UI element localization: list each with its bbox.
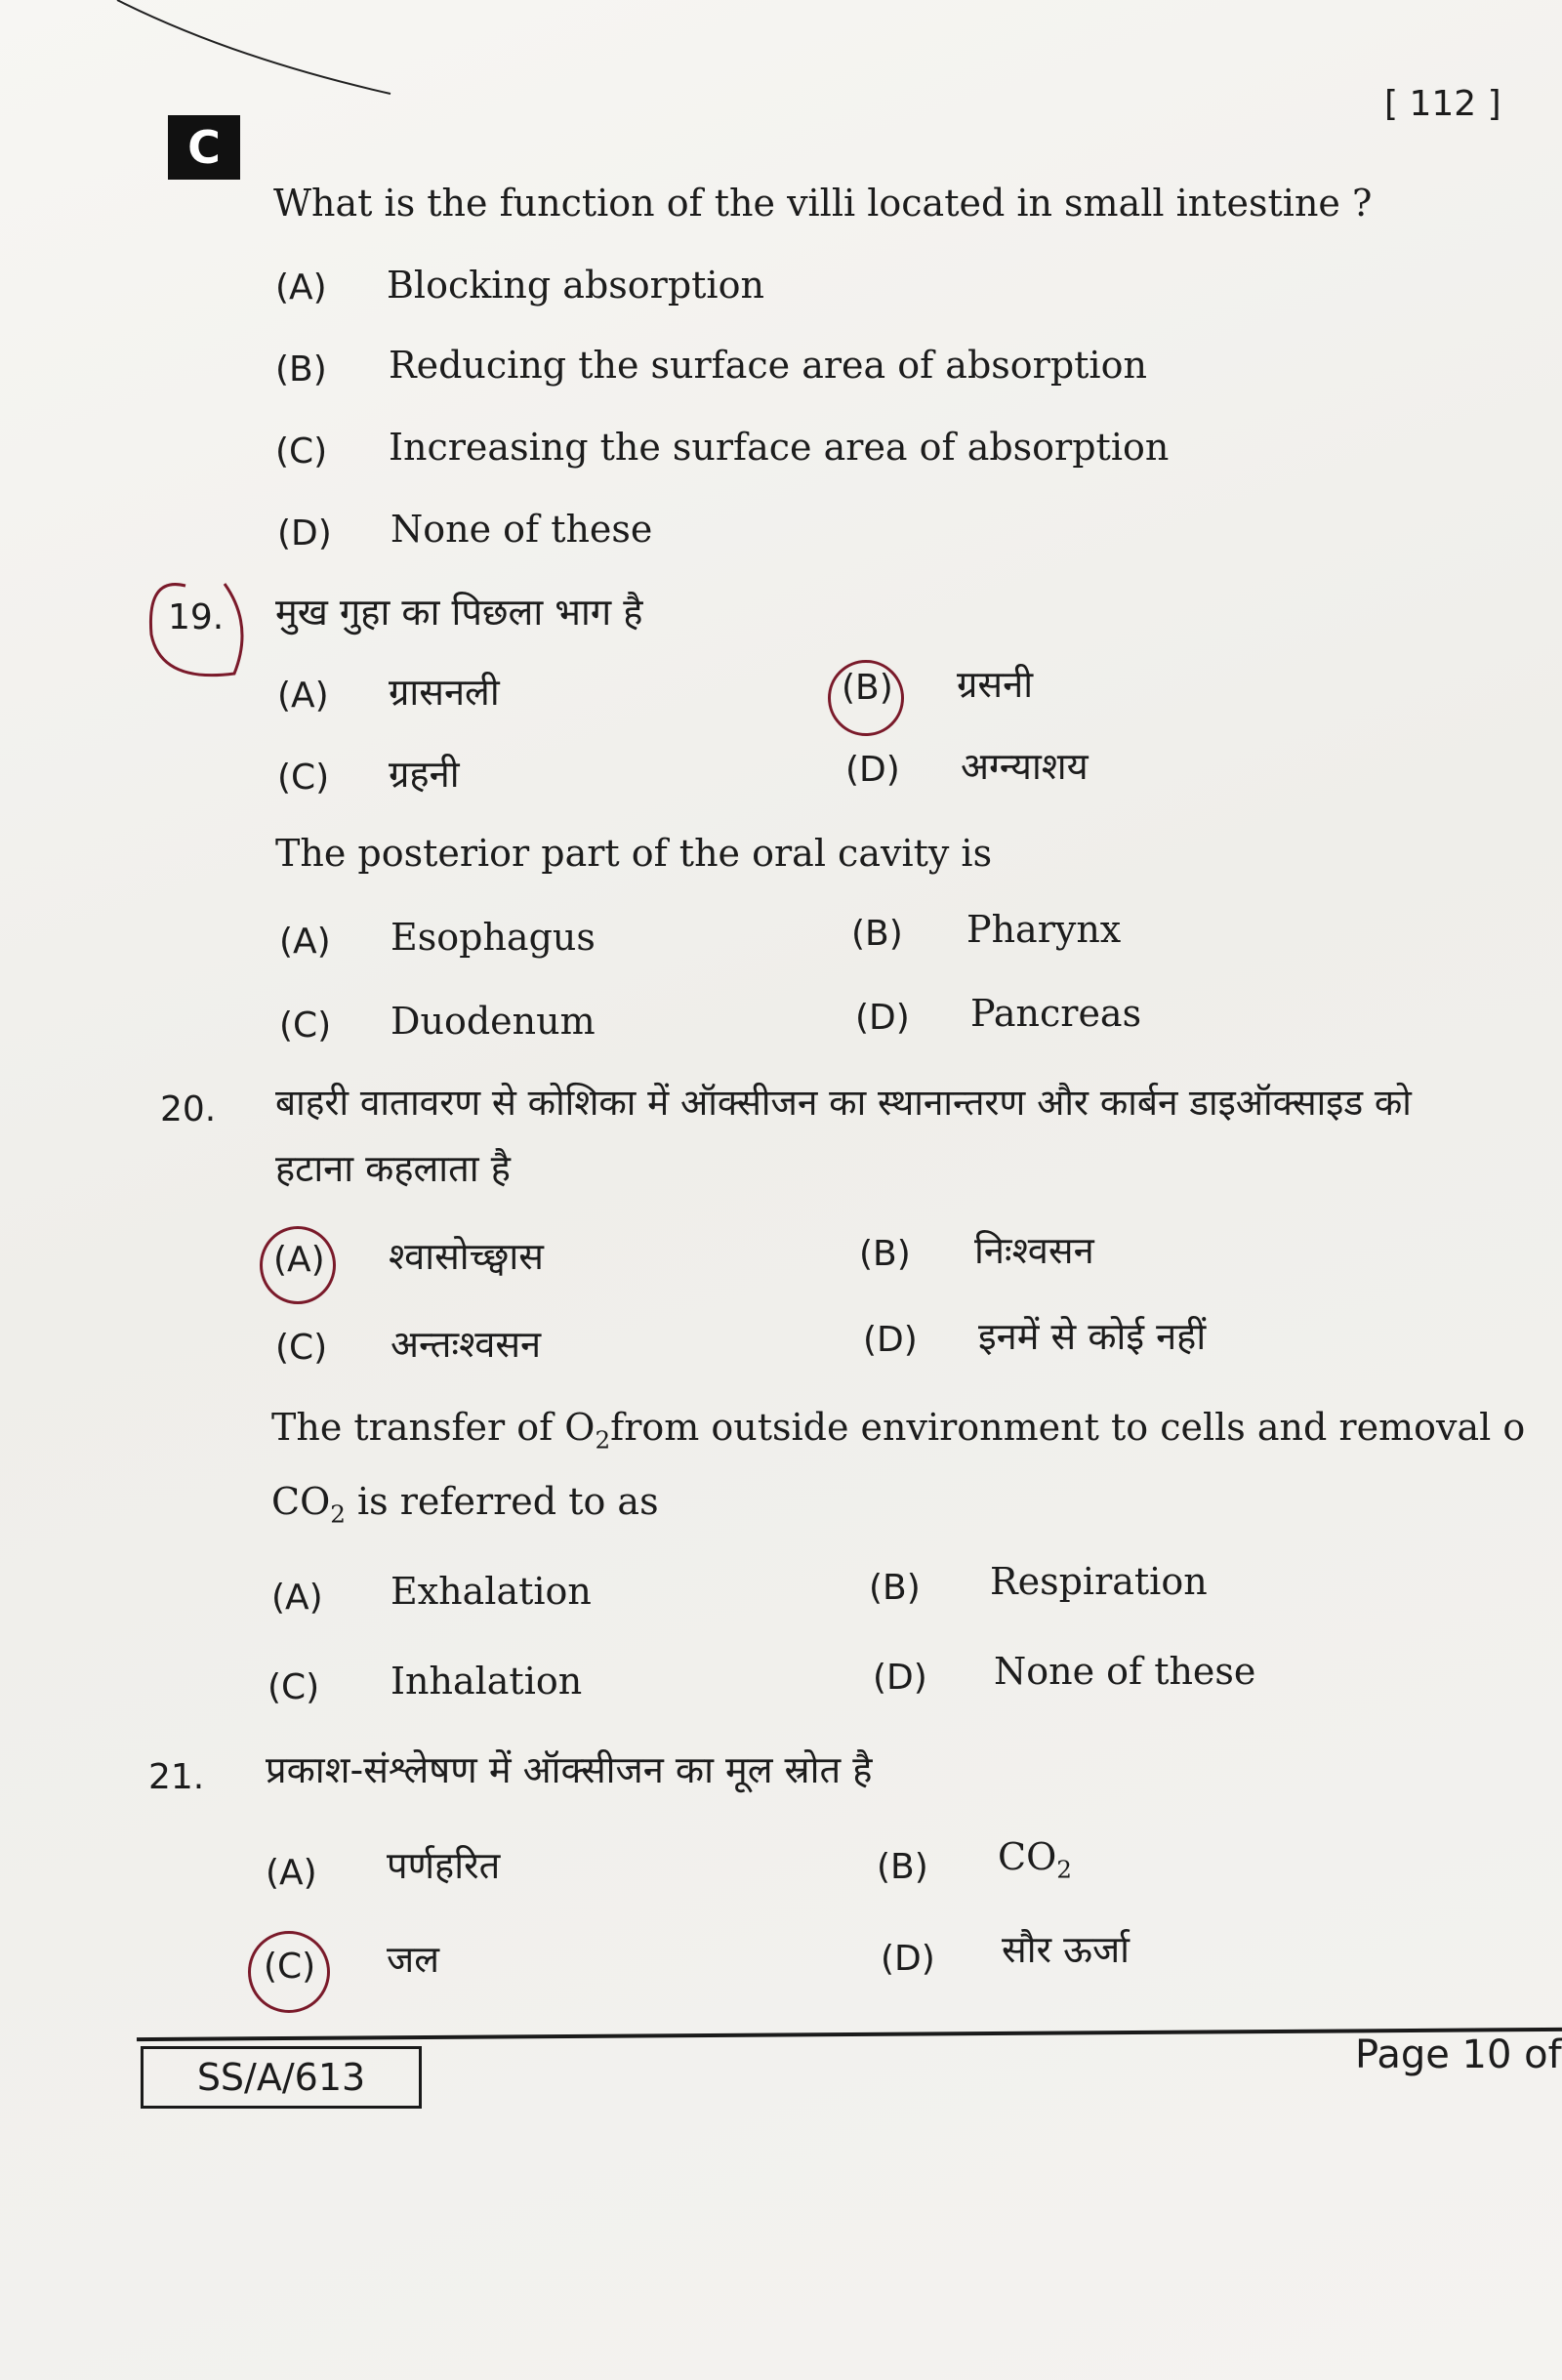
q19-en-option-d-label[interactable]: (D): [855, 998, 910, 1038]
page-number-footer: Page 10 of: [1355, 2032, 1562, 2077]
q20-en-option-d-text: None of these: [994, 1650, 1256, 1693]
q19-hi-option-d-label[interactable]: (D): [845, 750, 900, 790]
q20-hi-option-d-text: इनमें से कोई नहीं: [978, 1315, 1207, 1358]
q21-number: 21.: [148, 1757, 205, 1797]
q20-en-option-b-text: Respiration: [990, 1560, 1208, 1603]
q21-question-hi: प्रकाश-संश्लेषण में ऑक्सीजन का मूल स्रोत है: [266, 1748, 873, 1791]
q20-hi-option-a-label[interactable]: (A): [273, 1240, 325, 1280]
q19-en-option-a-text: Esophagus: [390, 916, 596, 959]
q20-en-option-c-label[interactable]: (C): [267, 1667, 320, 1707]
q19-hi-option-b-text: ग्रसनी: [957, 663, 1034, 706]
q19-hi-option-c-text: ग्रहनी: [389, 753, 460, 796]
q19-hi-option-a-label[interactable]: (A): [277, 676, 329, 716]
q18-option-d-text: None of these: [390, 508, 653, 551]
q20-hi-option-b-label[interactable]: (B): [859, 1234, 911, 1274]
q19-question-hi: मुख गुहा का पिछला भाग है: [275, 591, 643, 634]
page-ref: [ 112 ]: [1384, 84, 1501, 124]
q20-en-option-b-label[interactable]: (B): [869, 1568, 921, 1608]
q19-number: 19.: [168, 597, 225, 637]
q20-question-en-line1: The transfer of $O_2from$ outside environment to cells and removal o: [271, 1406, 1526, 1455]
q19-hi-option-b-label[interactable]: (B): [842, 668, 893, 708]
q21-option-b-text: $CO_2$: [998, 1835, 1072, 1884]
q21-option-c-label[interactable]: (C): [264, 1947, 316, 1987]
q19-en-option-a-label[interactable]: (A): [279, 922, 331, 962]
set-badge: C: [168, 115, 240, 180]
q19-en-option-b-text: Pharynx: [966, 908, 1122, 951]
q19-question-en: The posterior part of the oral cavity is: [275, 832, 993, 875]
q19-hi-option-c-label[interactable]: (C): [277, 758, 330, 798]
q21-option-a-text: पर्णहरित: [387, 1844, 501, 1887]
q18-question: What is the function of the villi located in small intestine ?: [273, 182, 1373, 225]
q18-option-b-text: Reducing the surface area of absorption: [389, 344, 1147, 387]
q20-question-hi-line1: बाहरी वातावरण से कोशिका में ऑक्सीजन का स्थानान्तरण और कार्बन डाइऑक्साइड को: [275, 1082, 1412, 1124]
q20-en-option-d-label[interactable]: (D): [873, 1658, 927, 1698]
q21-option-c-text: जल: [387, 1938, 439, 1981]
q21-option-a-label[interactable]: (A): [266, 1853, 317, 1893]
q21-option-b-label[interactable]: (B): [877, 1847, 928, 1887]
q18-option-c-text: Increasing the surface area of absorption: [389, 426, 1170, 469]
q18-option-b-label[interactable]: (B): [275, 349, 327, 390]
fold-line: [117, 0, 390, 94]
q21-option-d-label[interactable]: (D): [881, 1939, 935, 1979]
q18-option-a-label[interactable]: (A): [275, 267, 327, 308]
q20-hi-option-b-text: निःश्वसन: [974, 1229, 1094, 1272]
q20-en-option-c-text: Inhalation: [390, 1660, 583, 1703]
paper-code-box: SS/A/613: [141, 2046, 422, 2109]
q20-question-hi-line2: हटाना कहलाता है: [275, 1147, 511, 1190]
q20-en-option-a-label[interactable]: (A): [271, 1578, 323, 1618]
q20-hi-option-d-label[interactable]: (D): [863, 1320, 918, 1360]
q18-option-d-label[interactable]: (D): [277, 513, 332, 554]
q19-en-option-d-text: Pancreas: [970, 992, 1142, 1035]
q19-hi-option-d-text: अग्न्याशय: [961, 745, 1089, 788]
q19-en-option-b-label[interactable]: (B): [851, 914, 903, 954]
q20-hi-option-c-text: अन्तःश्वसन: [390, 1323, 542, 1366]
q20-en-option-a-text: Exhalation: [390, 1570, 592, 1613]
q18-option-c-label[interactable]: (C): [275, 431, 328, 472]
q19-hi-option-a-text: ग्रासनली: [389, 671, 500, 714]
q20-hi-option-a-text: श्वासोच्छ्वास: [389, 1235, 544, 1278]
q20-hi-option-c-label[interactable]: (C): [275, 1328, 328, 1368]
q21-option-d-text: सौर ऊर्जा: [1002, 1928, 1130, 1971]
q18-option-a-text: Blocking absorption: [387, 264, 764, 307]
q19-en-option-c-text: Duodenum: [390, 1000, 596, 1043]
q19-en-option-c-label[interactable]: (C): [279, 1005, 332, 1046]
q20-question-en-line2: $CO_2$ is referred to as: [271, 1480, 659, 1529]
q20-number: 20.: [160, 1089, 217, 1129]
